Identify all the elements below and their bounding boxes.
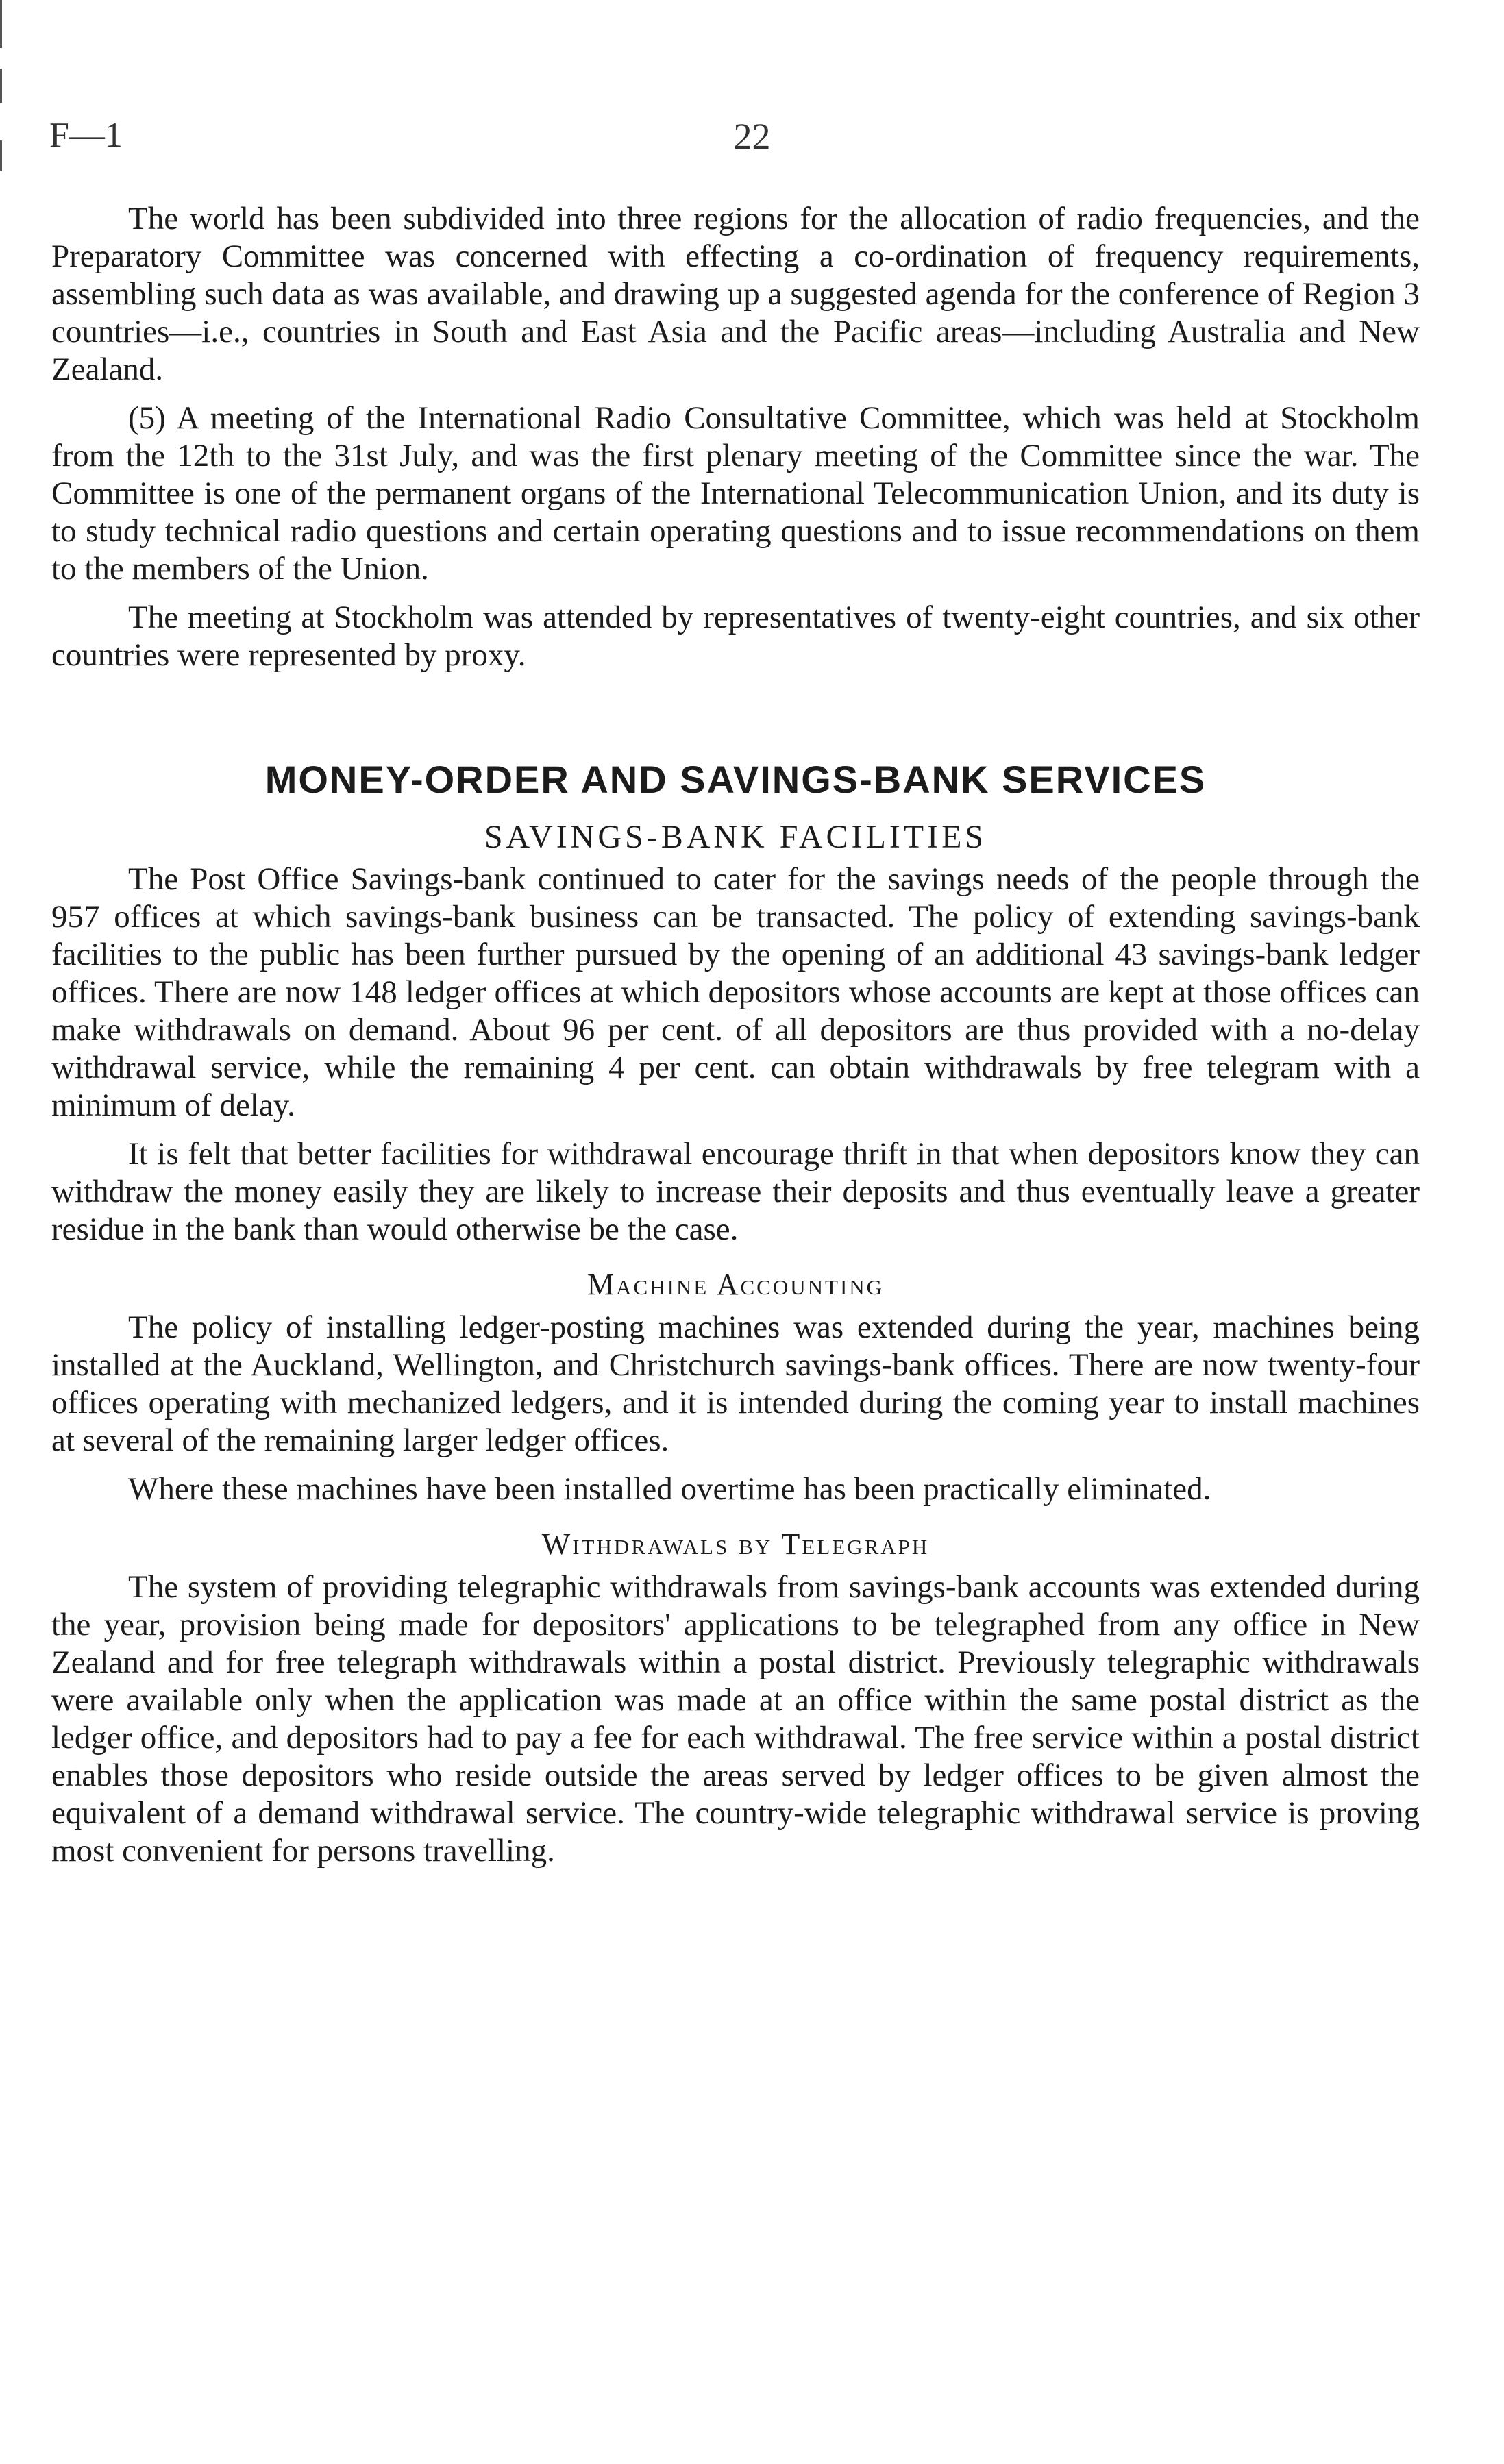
telegraph-withdrawals-heading: Withdrawals by Telegraph: [541, 1527, 930, 1561]
paragraph-stockholm-attendance: The meeting at Stockholm was attended by representatives of twenty-eight countries, and six other countries were represented by proxy.: [51, 600, 1420, 673]
page-body: [51, 200, 1420, 1870]
section-subheading: SAVINGS-BANK FACILITIES: [484, 819, 987, 855]
paragraph-savings-offices: The Post Office Savings-bank continued to cater for the savings needs of the people through the 957 offices at which savings-bank business can be transacted. The policy of extending savings-bank facilities to the public has been further pursued by the opening of an additional 43 savings-bank ledger offices. There are now 148 ledger offices at which depositors whose accounts are kept at those offices can make withdrawals on demand. About 96 per cent. of all depositors are thus provided with a no-delay withdrawal service, while the remaining 4 per cent. can obtain withdrawals by free telegram with a minimum of delay.: [51, 861, 1420, 1123]
paragraph-overtime: Where these machines have been installed overtime has been practically eliminated.: [128, 1471, 1211, 1507]
page-header: [0, 115, 1504, 163]
page-number: 22: [733, 116, 771, 157]
machine-accounting-heading: Machine Accounting: [587, 1268, 885, 1301]
paragraph-ledger-machines: The policy of installing ledger-posting machines was extended during the year, machines being installed at the Auckland, Wellington, and Christchurch savings-bank offices. There are now twenty-four offices operating with mechanized ledgers, and it is intended during the coming year to install machines at several of the remaining larger ledger offices.: [51, 1309, 1420, 1458]
paragraph-stockholm-meeting: (5) A meeting of the International Radio Consultative Committee, which was held at Stockholm from the 12th to the 31st July, and was the first plenary meeting of the Committee since the war. The Committee is one of the permanent organs of the International Telecommunication Union, and its duty is to study technical radio questions and certain operating questions and to issue recommendations on them to the members of the Union.: [51, 400, 1420, 587]
paragraph-telegraphic-withdrawals: The system of providing telegraphic withdrawals from savings-bank accounts was extended during the year, provision being made for depositors' applications to be telegraphed from any office in New Zealand and for free telegraph withdrawals within a postal district. Previously telegraphic withdrawals were available only when the application was made at an office within the same postal district as the ledger office, and depositors had to pay a fee for each withdrawal. The free service within a postal district enables those depositors who reside outside the areas served by ledger offices to be given almost the equivalent of a demand withdrawal service. The country-wide telegraphic withdrawal service is proving most convenient for persons travelling.: [51, 1569, 1420, 1869]
scan-edge-mark-middle: [0, 69, 2, 103]
document-reference: F—1: [49, 116, 123, 155]
section-heading: MONEY-ORDER AND SAVINGS-BANK SERVICES: [264, 758, 1207, 801]
paragraph-withdrawal-thrift: It is felt that better facilities for withdrawal encourage thrift in that when depositors know they can withdraw the money easily they are likely to increase their deposits and thus eventually leave a greater residue in the bank than would otherwise be the case.: [51, 1136, 1420, 1247]
scan-edge-mark-top: [0, 0, 2, 48]
paragraph-radio-regions: The world has been subdivided into three regions for the allocation of radio frequencies, and the Preparatory Committee was concerned with effecting a co-ordination of frequency requirements, assembling such data as was available, and drawing up a suggested agenda for the conference of Region 3 countries—i.e., countries in South and East Asia and the Pacific areas—including Australia and New Zealand.: [51, 201, 1420, 387]
